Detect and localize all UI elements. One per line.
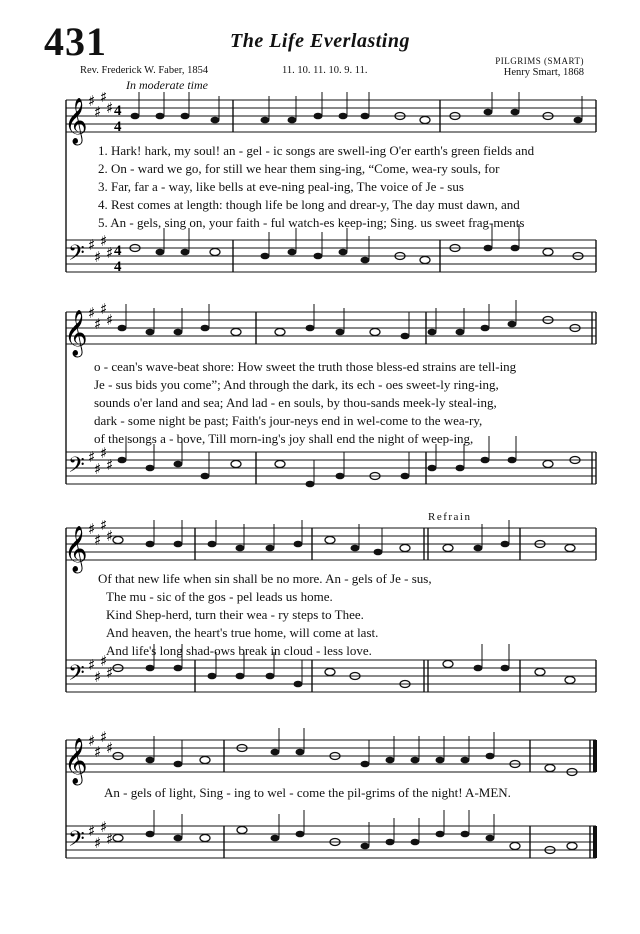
svg-text:♯: ♯	[88, 732, 96, 750]
svg-text:4: 4	[114, 259, 122, 275]
composer-credit: Henry Smart, 1868	[503, 67, 584, 78]
svg-text:𝄢: 𝄢	[68, 241, 85, 271]
svg-text:♯: ♯	[88, 236, 96, 254]
lyric-line: Je - sus bids you come”; And through the dark, its ech - oes sweet-ly ring-ing,	[94, 377, 499, 392]
lyric-line: And life's long shad-ows break in cloud - less love.	[106, 643, 372, 658]
svg-text:♯: ♯	[88, 520, 96, 538]
lyric-line: 1. Hark! hark, my soul! an - gel - ic songs are swell-ing O'er earth's green fields and	[98, 143, 535, 158]
svg-text:♯: ♯	[100, 232, 108, 250]
lyric-line: Of that new life when sin shall be no more. An - gels of Je - sus,	[98, 571, 432, 586]
hymn-number: 431	[44, 19, 107, 64]
lyrics-block-3	[98, 570, 432, 660]
svg-text:♯: ♯	[100, 520, 108, 534]
lyrics-block-2	[94, 358, 516, 448]
music-notation-4	[0, 728, 640, 928]
lyric-line: of the songs a - bove, Till morn-ing's joy shall end the night of weep-ing,	[94, 431, 474, 446]
svg-text:𝄞: 𝄞	[64, 310, 88, 356]
lyric-line: Kind Shep-herd, turn their wea - ry steps to Thee.	[106, 607, 364, 622]
lyric-line: o - cean's wave-beat shore: How sweet the truth those bless-ed strains are tell-ing	[94, 359, 517, 374]
svg-text:𝄢: 𝄢	[68, 661, 85, 691]
svg-text:♯: ♯	[106, 739, 114, 757]
svg-text:♯: ♯	[100, 728, 108, 746]
svg-text:♯: ♯	[106, 244, 114, 262]
lyric-line: dark - some night be past; Faith's jour-neys end in wel-come to the wea-ry,	[94, 413, 483, 428]
lyric-line: The mu - sic of the gos - pel leads us home.	[106, 589, 333, 604]
lyric-line: And heaven, the heart's true home, will come at last.	[106, 625, 379, 640]
system-1	[0, 92, 640, 282]
svg-text:♯: ♯	[106, 830, 114, 848]
svg-text:4: 4	[114, 243, 122, 259]
svg-text:♯: ♯	[88, 92, 96, 110]
svg-text:♯: ♯	[100, 652, 108, 670]
lyric-line: 4. Rest comes at length: though life be long and drear-y, The day must dawn, and	[98, 197, 520, 212]
svg-text:♯: ♯	[106, 527, 114, 545]
svg-text:♯: ♯	[100, 92, 108, 106]
lyrics-block-1	[98, 142, 534, 232]
svg-text:4: 4	[114, 119, 122, 135]
lyric-line: 2. On - ward we go, for still we hear them sing-ing, “Come, wea-ry souls, for	[98, 161, 500, 176]
svg-text:♯: ♯	[94, 248, 102, 266]
svg-text:4: 4	[114, 103, 122, 119]
svg-text:𝄞: 𝄞	[64, 98, 88, 144]
system-3	[0, 520, 640, 710]
svg-text:♯: ♯	[94, 460, 102, 478]
svg-text:𝄞: 𝄞	[64, 526, 88, 572]
svg-text:♯: ♯	[106, 456, 114, 474]
refrain-label: Refrain	[428, 511, 472, 523]
lyric-line: sounds o'er land and sea; And lad - en souls, by thou-sands meek-ly steal-ing,	[94, 395, 497, 410]
svg-text:♯: ♯	[100, 444, 108, 462]
svg-text:♯: ♯	[94, 834, 102, 852]
svg-text:♯: ♯	[94, 668, 102, 686]
system-4	[0, 728, 640, 928]
svg-text:𝄢: 𝄢	[68, 453, 85, 483]
svg-text:♯: ♯	[94, 103, 102, 121]
svg-text:♯: ♯	[106, 664, 114, 682]
svg-text:♯: ♯	[106, 311, 114, 329]
svg-text:♯: ♯	[88, 448, 96, 466]
svg-text:♯: ♯	[100, 300, 108, 318]
svg-text:♯: ♯	[94, 743, 102, 761]
svg-text:♯: ♯	[100, 818, 108, 836]
svg-text:𝄞: 𝄞	[64, 738, 88, 784]
author-credit: Rev. Frederick W. Faber, 1854	[80, 65, 209, 76]
lyric-line: 5. An - gels, sing on, your faith - ful watch-es keep-ing; Sing. us sweet frag-ments	[98, 215, 525, 230]
lyric-line: An - gels of light, Sing - ing to wel - come the pil-grims of the night! A-MEN.	[104, 785, 511, 800]
hymn-title: The Life Everlasting	[230, 30, 410, 52]
lyric-line: 3. Far, far a - way, like bells at eve-ning peal-ing, The voice of Je - sus	[98, 179, 464, 194]
svg-text:♯: ♯	[106, 99, 114, 117]
meter: 11. 10. 11. 10. 9. 11.	[282, 65, 368, 76]
svg-text:♯: ♯	[88, 656, 96, 674]
svg-text:♯: ♯	[88, 304, 96, 322]
svg-text:♯: ♯	[94, 531, 102, 549]
svg-text:♯: ♯	[88, 822, 96, 840]
tune-name: PILGRIMS (SMART)	[495, 56, 584, 66]
lyrics-block-4	[104, 784, 511, 802]
system-2	[0, 300, 640, 500]
tempo-marking: In moderate time	[126, 78, 208, 92]
svg-text:♯: ♯	[94, 315, 102, 333]
svg-text:𝄢: 𝄢	[68, 827, 85, 857]
